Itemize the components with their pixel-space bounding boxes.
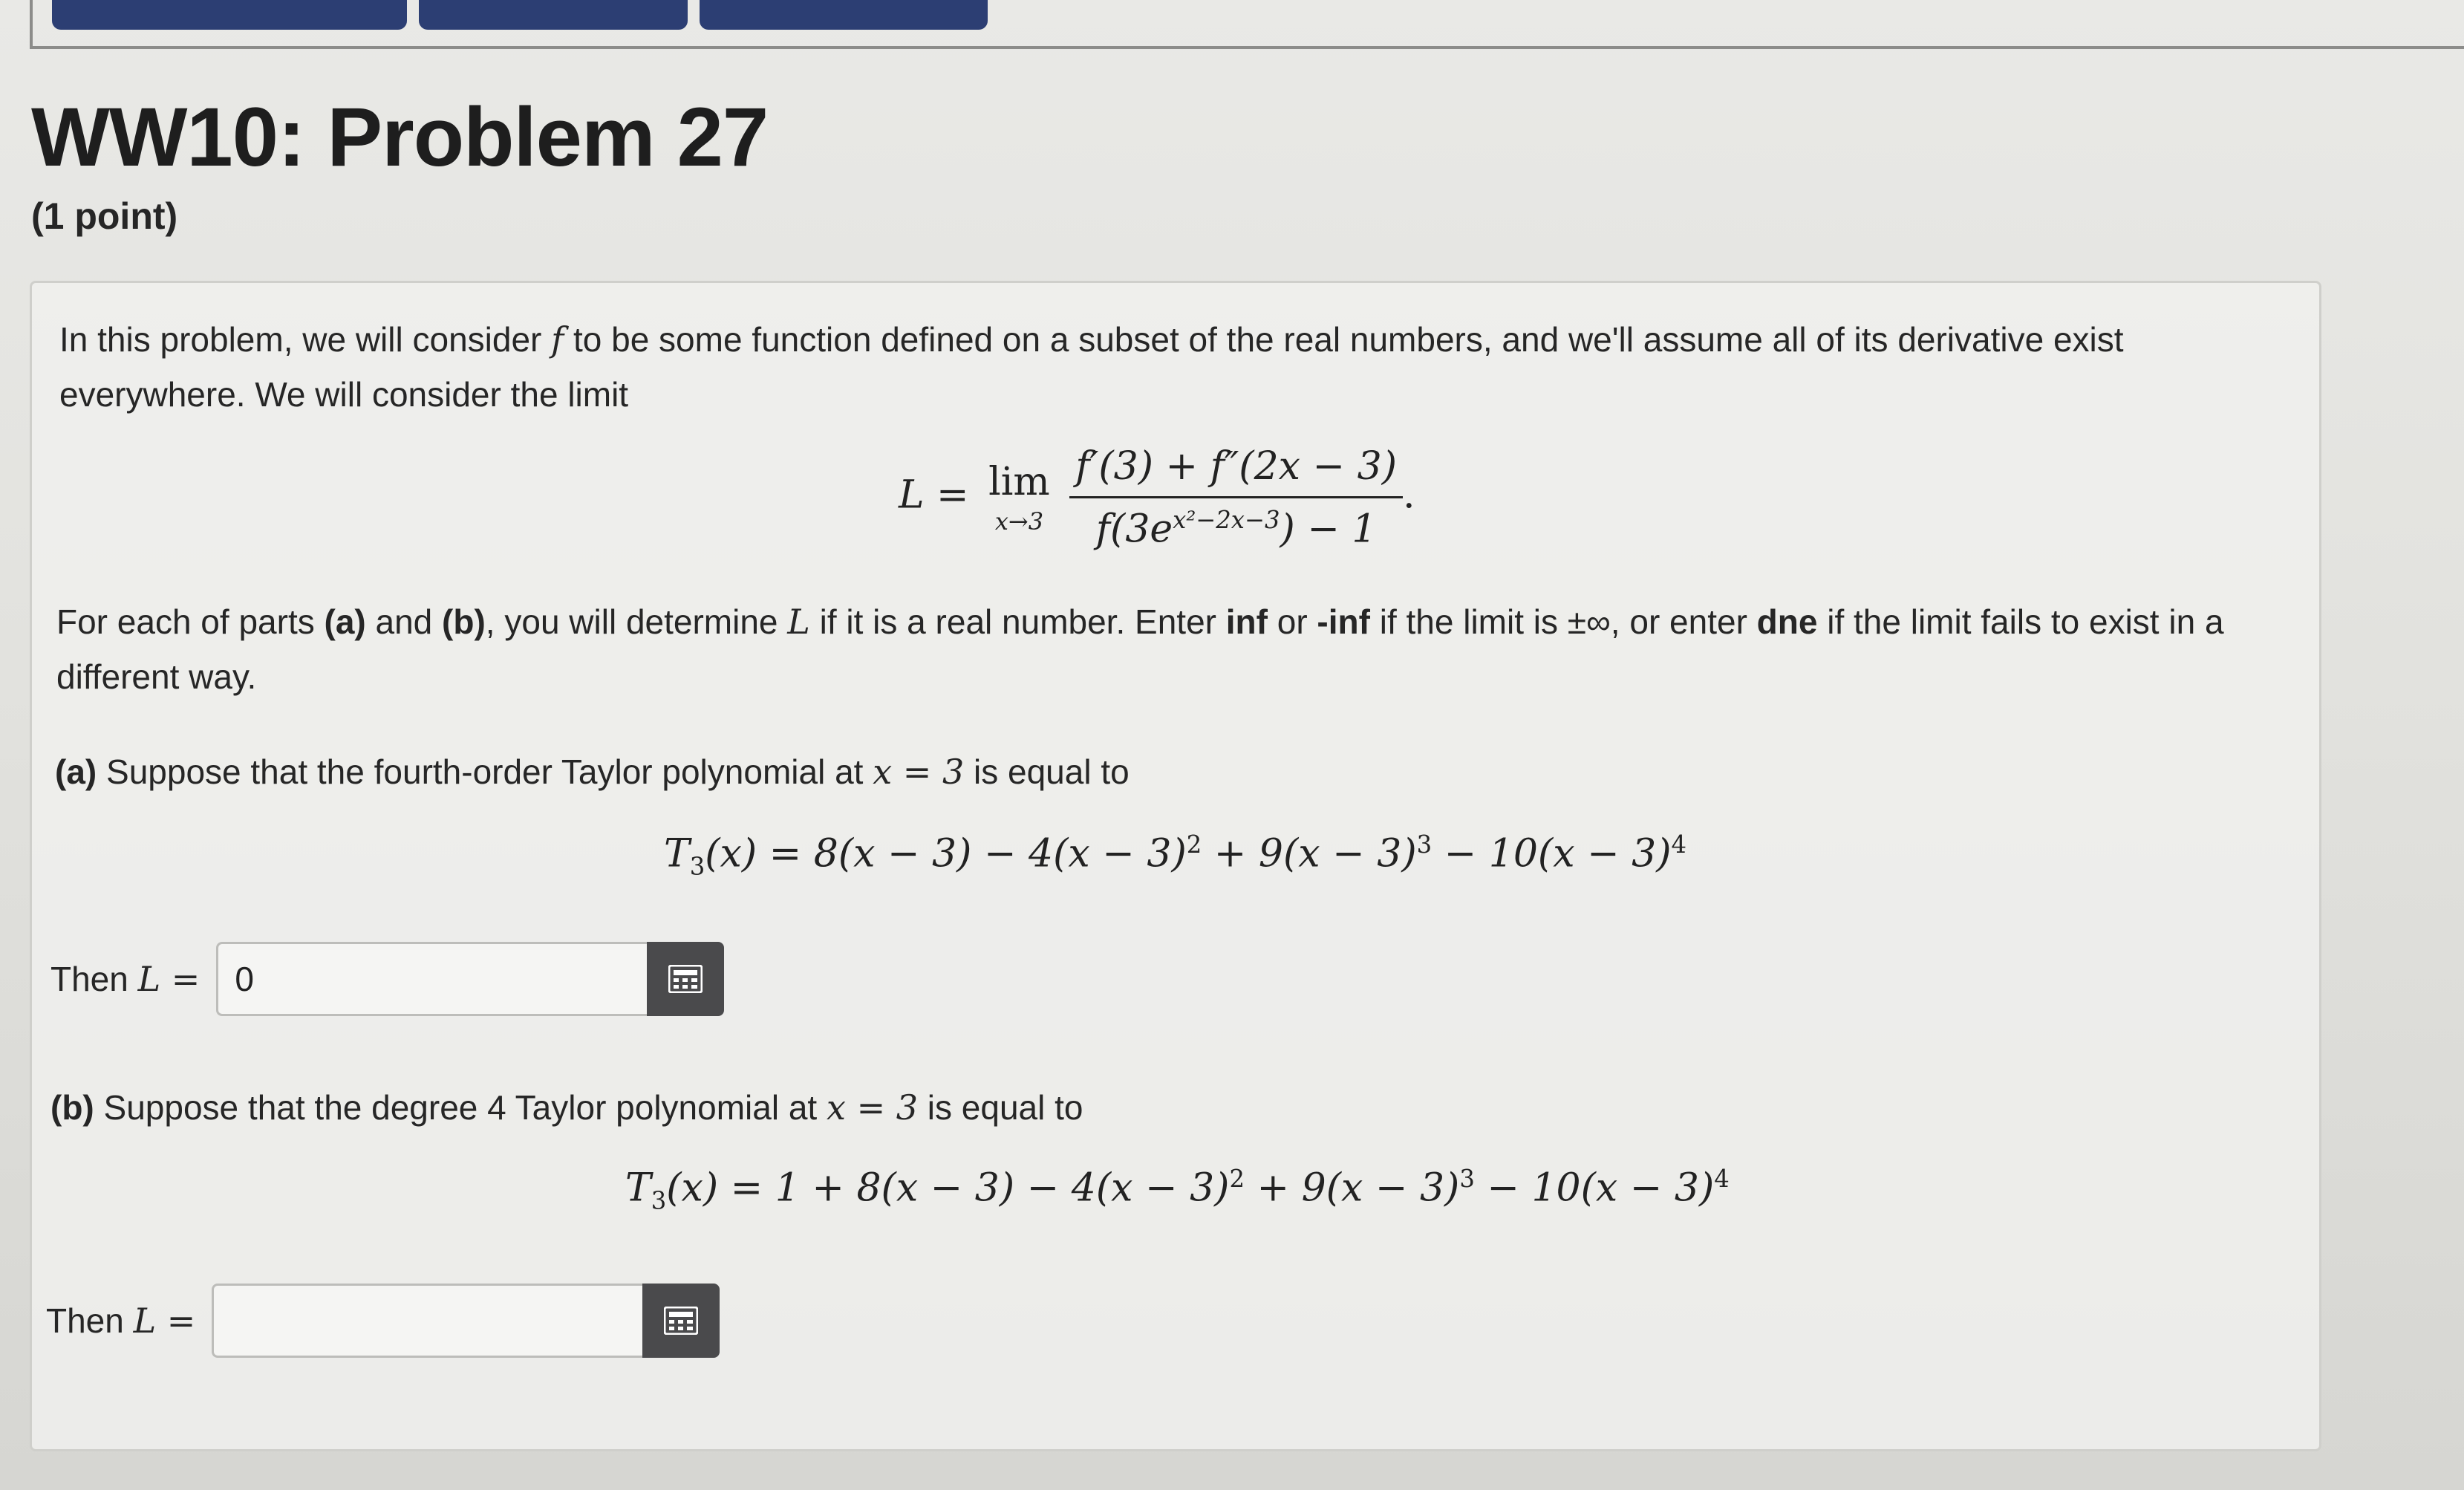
part-b-poly-mid: + 9(x − 3) [1244,1165,1460,1211]
part-a-poly-mid: + 9(x − 3) [1202,831,1417,876]
part-b-poly-rhs: (x) = 1 + 8(x − 3) − 4(x − 3) [666,1165,1230,1211]
part-b-answer-input[interactable] [212,1284,642,1358]
instr-inf: inf [1225,602,1268,641]
intro-text-b: to be some function defined on a subset of the real numbers, and we'll assume all of its derivative exist everywhere. We will consider the limit [59,320,2124,414]
instr-t5: or [1267,602,1317,641]
part-a-calculator-button[interactable] [647,942,724,1016]
limit-fraction [1069,444,1403,551]
denominator-exponent: x²−2x−3 [1173,506,1280,534]
part-a-answer-row [50,942,724,1016]
part-b-label: (b) [50,1088,94,1127]
part-a-poly-T: T [664,831,690,876]
part-a-answer-label [50,959,200,999]
part-b-then-L: L = [133,1301,196,1341]
part-a-condition: x = 3 [873,752,965,792]
problem-title: WW10: Problem 27 [31,91,769,183]
instr-neginf: -inf [1317,602,1370,641]
nav-button-3[interactable] [700,0,988,30]
part-b-text2: is equal to [918,1088,1083,1127]
part-a-polynomial [664,830,1686,881]
instr-t4: if it is a real number. Enter [809,602,1226,641]
part-b-exp3: 3 [1459,1165,1475,1193]
lim-operator [988,460,1050,536]
part-b-exp4: 4 [1714,1165,1730,1193]
nav-button-2[interactable] [419,0,688,30]
part-a-poly-rhs: (x) = 8(x − 3) − 4(x − 3) [705,831,1187,876]
part-a-then: Then [50,960,138,998]
instructions-paragraph [56,594,2225,704]
part-b-answer-label [46,1301,195,1341]
instr-t2: and [365,602,443,641]
calculator-icon [668,965,703,993]
part-a-exp2: 2 [1186,830,1202,859]
frame-left-border [30,0,33,49]
part-b-then: Then [46,1301,134,1340]
part-b-calculator-button[interactable] [642,1284,720,1358]
instr-b: (b) [442,602,486,641]
instr-a: (a) [324,602,366,641]
denominator-part-a: f(3e [1095,507,1173,552]
part-b-condition: x = 3 [827,1087,918,1128]
instr-t7: if the limit fails to exist in a different way. [56,602,2224,696]
part-a-exp4: 4 [1671,830,1687,859]
part-a-poly-tail: − 10(x − 3) [1432,831,1672,876]
denominator-part-b: ) − 1 [1280,507,1377,552]
limit-equation [899,444,1415,551]
lim-word: lim [988,460,1050,505]
limit-lhs: L = [899,472,969,518]
intro-paragraph [59,312,2272,422]
part-b-answer-row [46,1284,720,1358]
limit-denominator [1069,498,1403,551]
lim-subscript: x→3 [994,507,1044,536]
part-b-poly-tail: − 10(x − 3) [1474,1165,1715,1211]
instr-L: L [787,602,810,642]
nav-button-1[interactable] [52,0,407,30]
limit-numerator: f′(3) + f″(2x − 3) [1069,444,1403,498]
part-a-then-L: L = [137,959,201,999]
intro-text-a: In this problem, we will consider [59,320,552,359]
part-a-statement [55,744,2209,799]
problem-points: (1 point) [31,195,178,237]
part-a-exp3: 3 [1416,830,1433,859]
part-b-text1: Suppose that the degree 4 Taylor polynomial at [94,1088,827,1127]
part-b-statement [50,1080,2204,1135]
part-b-poly-sub: 3 [651,1186,667,1215]
part-a-text2: is equal to [964,752,1130,791]
instr-dne: dne [1756,602,1818,641]
instr-t3: , you will determine [485,602,788,641]
part-a-answer-input[interactable] [216,942,647,1016]
instr-t6: if the limit is ±∞, or enter [1369,602,1757,641]
limit-period: . [1403,472,1415,518]
part-b-poly-T: T [625,1165,651,1211]
part-b-polynomial [625,1165,1730,1215]
part-a-label: (a) [55,752,97,791]
part-a-text1: Suppose that the fourth-order Taylor polynomial at [97,752,873,791]
part-b-exp2: 2 [1229,1165,1245,1193]
part-a-poly-sub: 3 [689,852,705,881]
instr-t1: For each of parts [56,602,325,641]
top-navigation [52,0,988,30]
intro-f: f [551,319,564,360]
calculator-icon [664,1307,698,1335]
frame-top-border [30,46,2464,49]
